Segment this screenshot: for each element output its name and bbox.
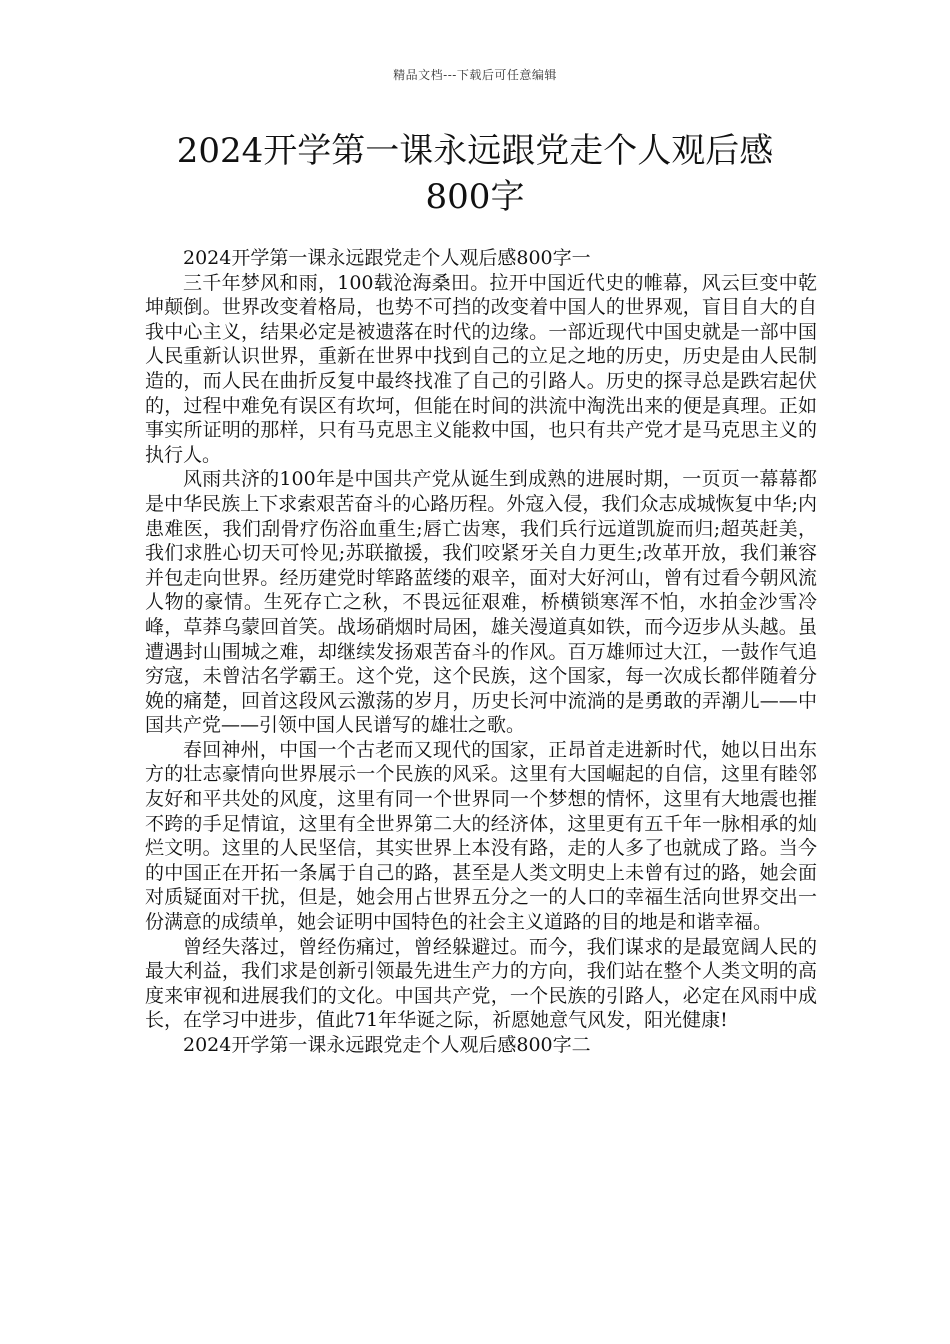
body-paragraph: 三千年梦风和雨，100载沧海桑田。拉开中国近代史的帷幕，风云巨变中乾坤颠倒。世界改变着格局，也势不可挡的改变着中国人的世界观，盲目自大的自我中心主义，结果必定是被遗落在时代的边缘。一部近现代中国史就是一部中国人民重新认识世界，重新在世界中找到自己的立足之地的历史，历史是由人民制造的，而人民在曲折反复中最终找准了自己的引路人。历史的探寻总是跌宕起伏的，过程中难免有误区有坎坷，但能在时间的洪流中淘洗出来的便是真理。正如事实所证明的那样，只有马克思主义能救中国，也只有共产党才是马克思主义的执行人。 <box>145 271 817 466</box>
page-header: 精品文档---下载后可任意编辑 <box>393 68 557 82</box>
section-heading: 2024开学第一课永远跟党走个人观后感800字一 <box>183 247 591 269</box>
document-title: 2024开学第一课永远跟党走个人观后感800字 <box>176 131 774 217</box>
body-paragraph: 春回神州，中国一个古老而又现代的国家，正昂首走进新时代，她以日出东方的壮志豪情向世界展示一个民族的风采。这里有大国崛起的自信，这里有睦邻友好和平共处的风度，这里有同一个世界同一个梦想的情怀，这里有大地震也摧不跨的手足情谊，这里有全世界第二大的经济体，这里更有五千年一脉相承的灿烂文明。这里的人民坚信，其实世界上本没有路，走的人多了也就成了路。当今的中国正在开拓一条属于自己的路，甚至是人类文明史上未曾有过的路，她会面对质疑面对干扰，但是，她会用占世界五分之一的人口的幸福生活向世界交出一份满意的成绩单，她会证明中国特色的社会主义道路的目的地是和谐幸福。 <box>145 738 817 934</box>
body-paragraph: 曾经失落过，曾经伤痛过，曾经躲避过。而今，我们谋求的是最宽阔人民的最大利益，我们求是创新引领最先进生产力的方向，我们站在整个人类文明的高度来审视和进展我们的文化。中国共产党，一个民族的引路人，必定在风雨中成长，在学习中进步，值此71年华诞之际，祈愿她意气风发，阳光健康! <box>145 935 817 1032</box>
document-body <box>145 246 817 1058</box>
section-heading: 2024开学第一课永远跟党走个人观后感800字二 <box>183 1034 591 1056</box>
body-paragraph: 风雨共济的100年是中国共产党从诞生到成熟的进展时期，一页页一幕幕都是中华民族上下求索艰苦奋斗的心路历程。外寇入侵，我们众志成城恢复中华;内患难医，我们刮骨疗伤浴血重生;唇亡齿寒，我们兵行远道凯旋而归;超英赶美，我们求胜心切天可怜见;苏联撤援，我们咬紧牙关自力更生;改革开放，我们兼容并包走向世界。经历建党时筚路蓝缕的艰辛，面对大好河山，曾有过看今朝风流人物的豪情。生死存亡之秋，不畏远征艰难，桥横锁寒浑不怕，水拍金沙雪冷峰，草莽乌蒙回首笑。战场硝烟时局困，雄关漫道真如铁，而今迈步从头越。虽遭遇封山围城之难，却继续发扬艰苦奋斗的作风。百万雄师过大江，一鼓作气追穷寇，未曾沽名学霸王。这个党，这个民族，这个国家，每一次成长都伴随着分娩的痛楚，回首这段风云激荡的岁月，历史长河中流淌的是勇敢的弄潮儿——中国共产党——引领中国人民谱写的雄壮之歌。 <box>145 468 817 737</box>
